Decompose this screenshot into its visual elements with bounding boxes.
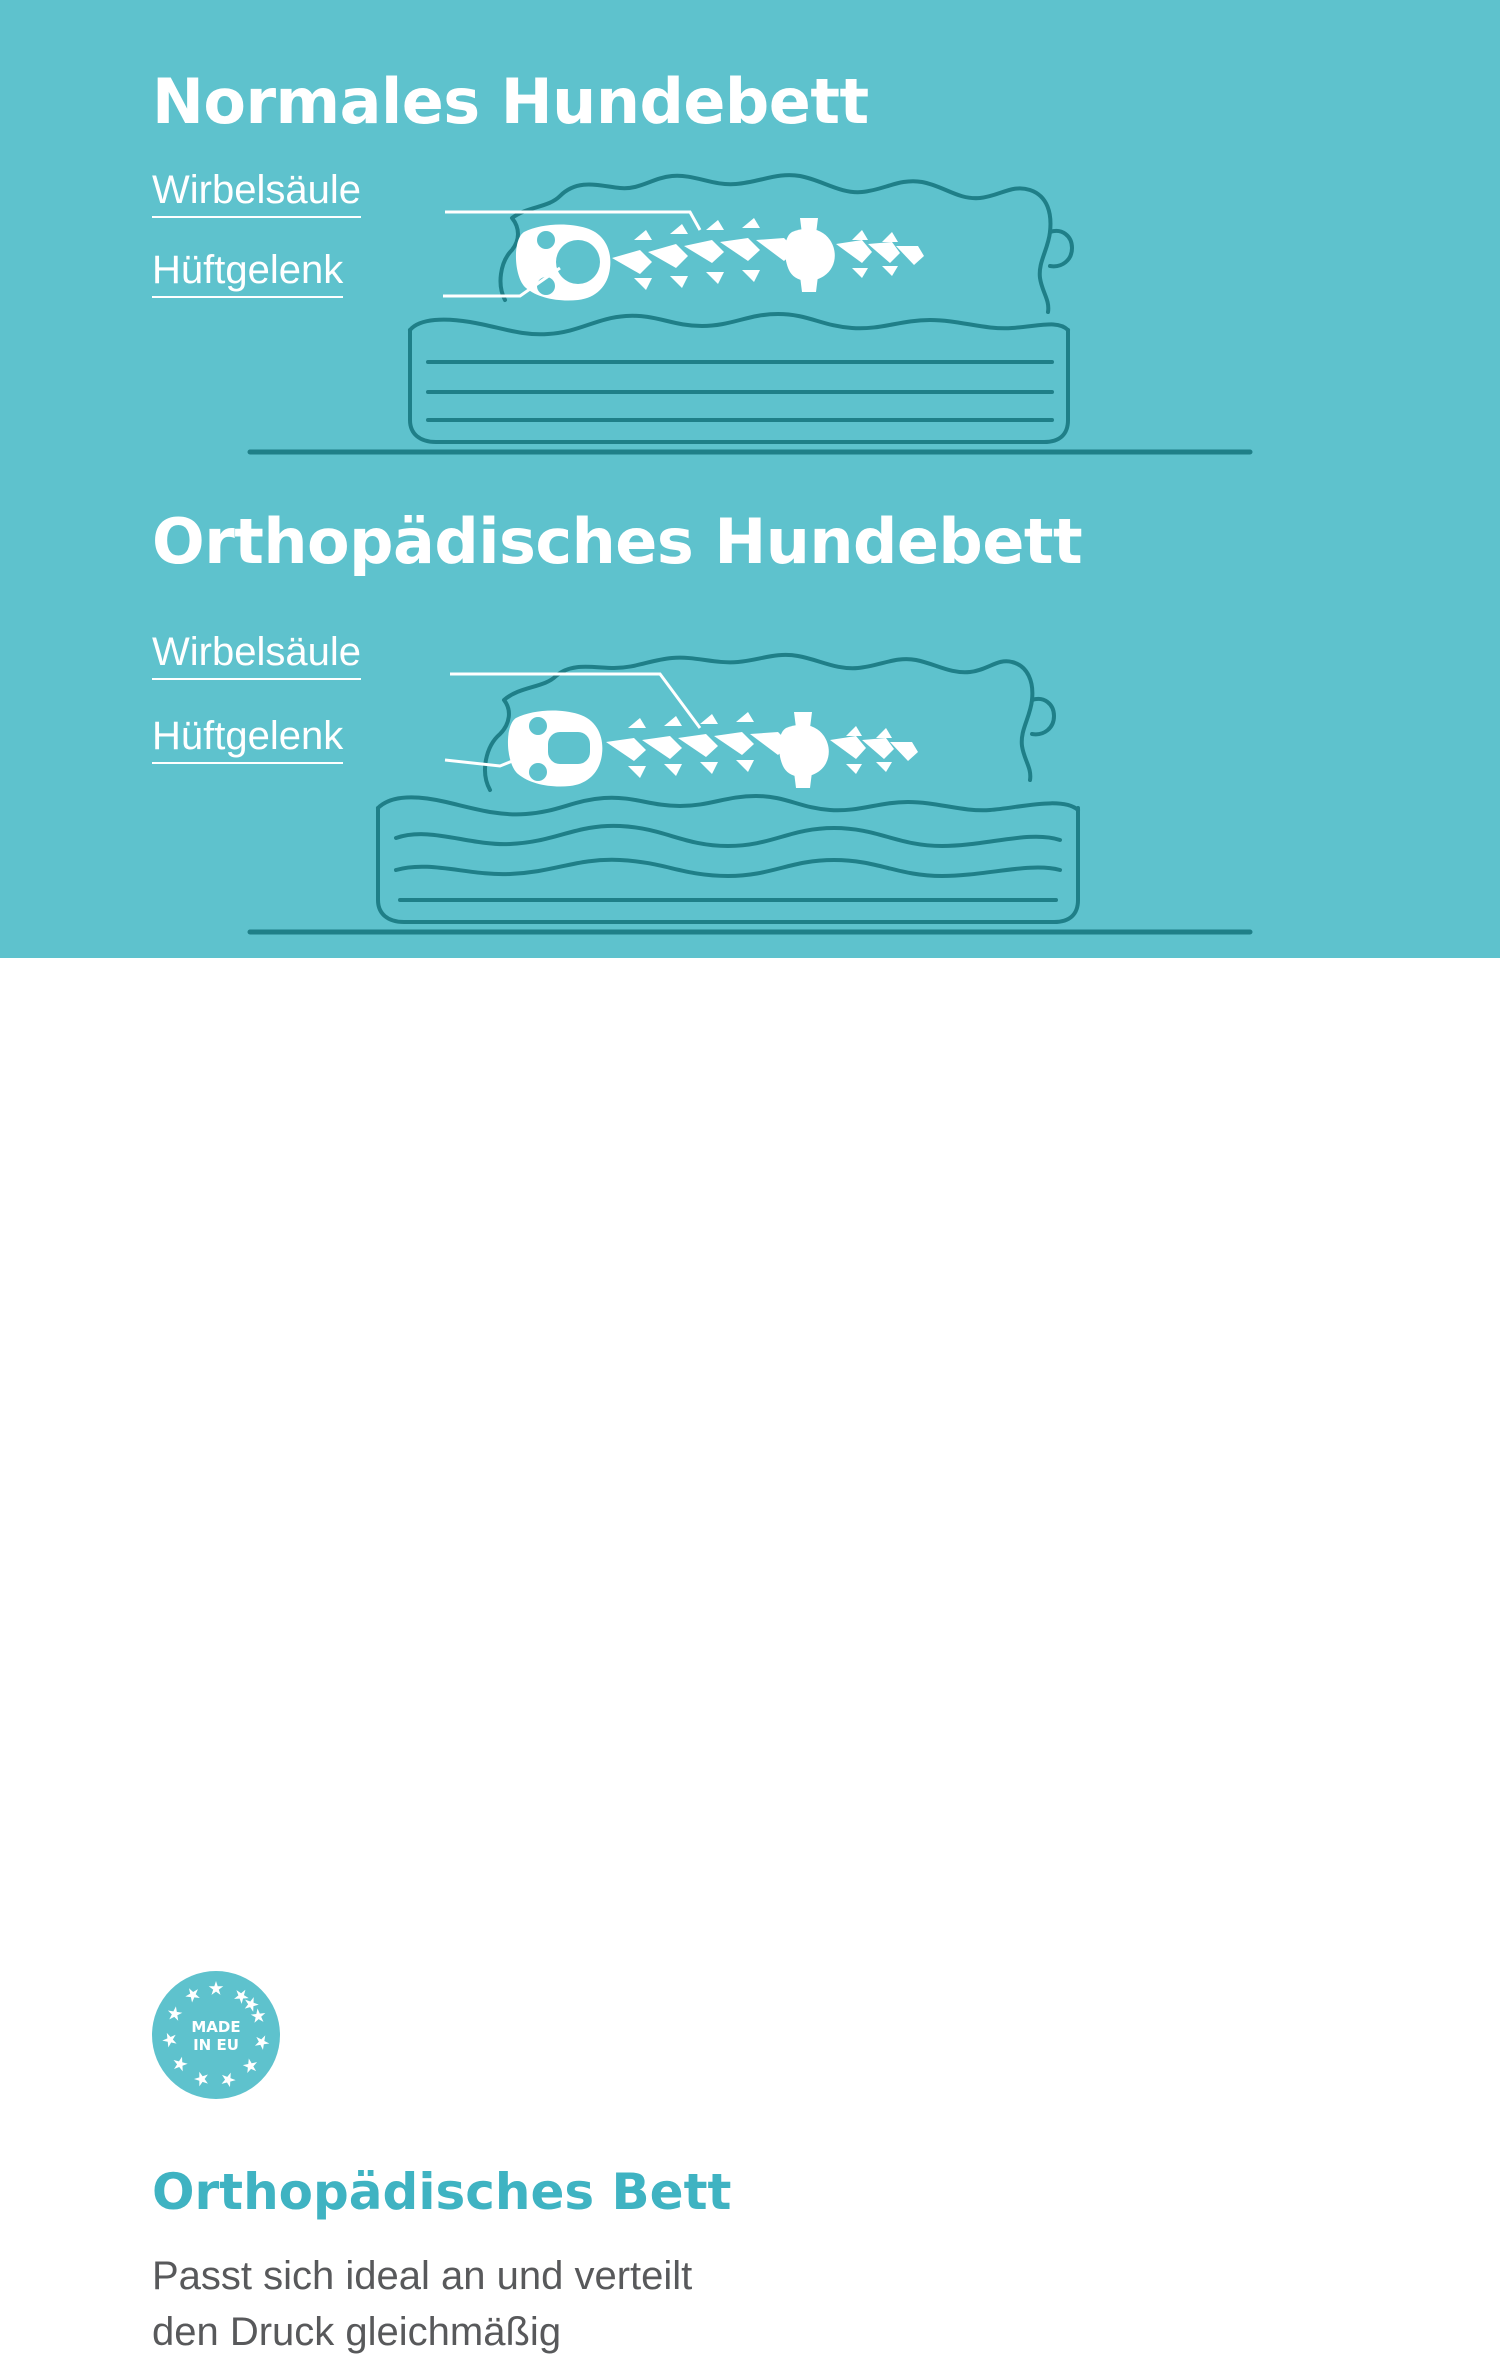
callout-label-spine-normal: Wirbelsäule [152, 168, 361, 218]
spine-skeleton-graphic [508, 711, 918, 788]
callout-label-spine-orthopedic: Wirbelsäule [152, 630, 361, 680]
section-title-normal-bed: Normales Hundebett [152, 65, 869, 138]
description-panel [0, 958, 1500, 2354]
section-title-orthopedic-bed: Orthopädisches Hundebett [152, 505, 1083, 578]
bottom-description-line2: den Druck gleichmäßig [152, 2310, 562, 2354]
made-in-eu-stars-badge-icon [152, 1971, 280, 2099]
bottom-description-line1: Passt sich ideal an und verteilt [152, 2254, 693, 2298]
spine-skeleton-graphic [516, 218, 924, 301]
bottom-description [152, 2248, 1052, 2360]
comparison-panel [0, 0, 1500, 958]
badge-line1: MADE [191, 2018, 241, 2036]
badge-line2: IN EU [193, 2036, 239, 2054]
bottom-title: Orthopädisches Bett [152, 2163, 732, 2221]
callout-label-hip-orthopedic: Hüftgelenk [152, 714, 343, 764]
callout-label-hip-normal: Hüftgelenk [152, 248, 343, 298]
